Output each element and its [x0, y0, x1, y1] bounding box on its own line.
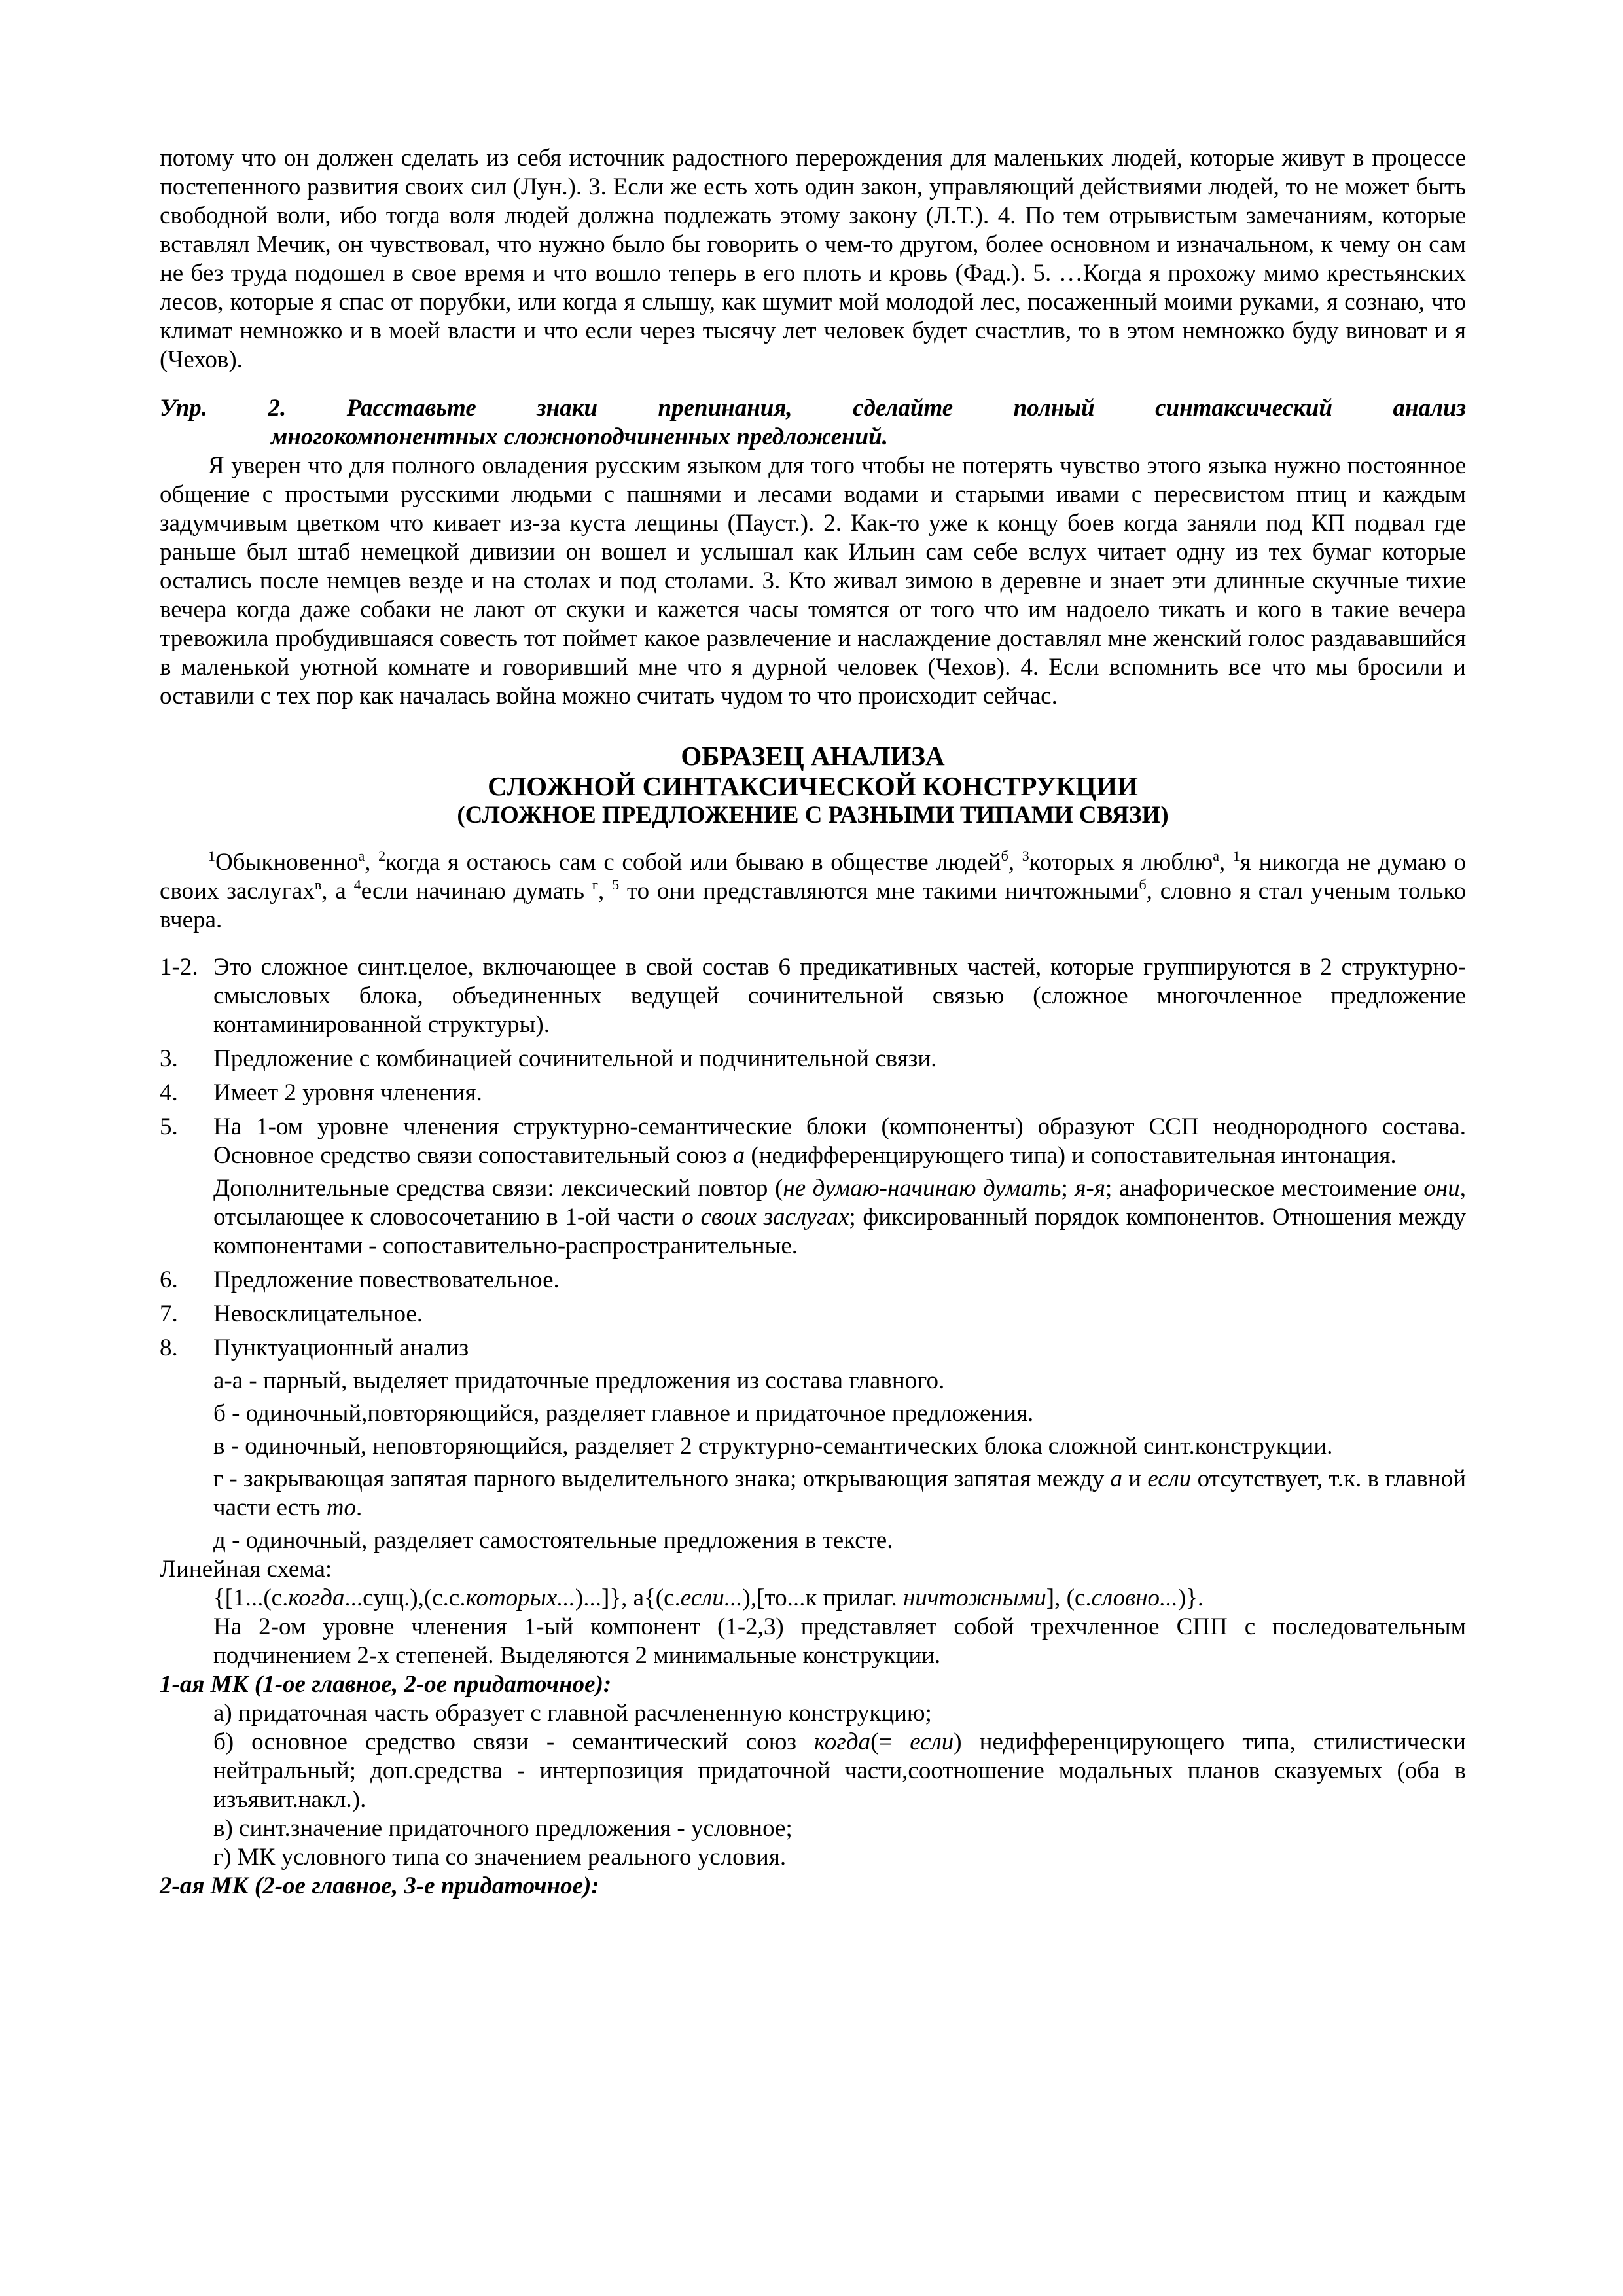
part-index: 2 [378, 848, 386, 864]
sample-subtitle: СЛОЖНОЙ СИНТАКСИЧЕСКОЙ КОНСТРУКЦИИ [488, 771, 1138, 801]
sentence-part: я никогда не думаю о своих заслугах [160, 849, 1467, 905]
list-item [160, 1266, 1466, 1295]
sample-subtitle-note: (СЛОЖНОЕ ПРЕДЛОЖЕНИЕ С РАЗНЫМИ ТИПАМИ СВЯЗИ) [457, 802, 1169, 829]
page-content [160, 144, 1466, 1901]
text-run: (недифференцирующего типа) и сопоставительная интонация. [745, 1142, 1397, 1169]
italic-term: которых... [465, 1585, 575, 1611]
sentence-part: когда я остаюсь сам с собой или бываю в обществе людей [385, 849, 1001, 876]
text-run: ) недифференцирующего типа, стилистически нейтральный; доп.средства - интерпозиция придаточной части,соотношение модальных планов сказуемых (оба в изъявит.накл.). [213, 1729, 1466, 1813]
item-number: 4. [160, 1079, 178, 1106]
text-run: б) основное средство связи - семантический союз [213, 1729, 815, 1755]
mk1-item-v: в) синт.значение придаточного предложения - условное; [213, 1815, 793, 1842]
mk1-item-a: а) придаточная часть образует с главной расчлененную конструкцию; [213, 1700, 932, 1727]
part-index: 5 [612, 876, 620, 893]
punct-mark: г [592, 876, 598, 893]
sentence-part: , словно я стал ученым только вчера. [160, 878, 1467, 933]
list-item [160, 1045, 1466, 1073]
punct-mark: а [1213, 848, 1220, 864]
sentence-part: если начинаю думать [361, 878, 592, 905]
mk1-item-b [160, 1728, 1466, 1814]
punct-note-b: б - одиночный,повторяющийся, разделяет главное и придаточное предложения. [213, 1400, 1034, 1427]
italic-term: когда [814, 1729, 871, 1755]
punct-mark: в [314, 876, 322, 893]
list-item [160, 1334, 1466, 1363]
punct-mark: б [1139, 876, 1147, 893]
italic-term: если... [680, 1585, 743, 1611]
part-index: 1 [1232, 848, 1240, 864]
italic-term: я-я [1075, 1175, 1106, 1202]
text-run: ; [1061, 1175, 1075, 1202]
item-text: Имеет 2 уровня членения. [213, 1079, 482, 1106]
part-index: 1 [208, 848, 215, 864]
separator: , а [321, 878, 354, 905]
text-run: ),[то...к прилаг. [742, 1585, 904, 1611]
italic-term: не думаю-начинаю думать [783, 1175, 1061, 1202]
text-run: ...сущ.),(с.с. [344, 1585, 466, 1611]
item-text: Это сложное синт.целое, включающее в свой состав 6 предикативных частей, которые группируются в 2 структурно-смысловых блока, объединенных ведущей сочинительной связью (сложное многочленное предложение контаминированной структуры). [213, 954, 1466, 1038]
text-run: )}. [1177, 1585, 1204, 1611]
text-run: ; фиксированный порядок компонентов. Отношения между компонентами - сопоставительно-распространительные. [213, 1204, 1467, 1259]
text-run: , отсылающее к словосочетанию в 1-ой части [213, 1175, 1466, 1230]
punct-note-a: а-а - парный, выделяет придаточные предложения из состава главного. [213, 1367, 945, 1394]
separator: , [597, 878, 613, 905]
punct-mark: б [1001, 848, 1008, 864]
mk2-heading: 2-ая МК (2-ое главное, 3-е придаточное): [160, 1873, 599, 1899]
linear-scheme [160, 1584, 1466, 1613]
item-text: Пунктуационный анализ [213, 1335, 469, 1361]
item-number: 3. [160, 1045, 178, 1072]
separator: , [1219, 849, 1233, 876]
sentence-part: то они представляются мне такими ничтожными [619, 878, 1139, 905]
italic-term: а [732, 1142, 745, 1169]
text-run: {[1...(с. [213, 1585, 289, 1611]
text-run: На 1-ом уровне членения структурно-семантические блоки (компоненты) образуют ССП неоднородного состава. Основное средство связи сопоставительный союз [213, 1113, 1466, 1169]
item-number: 5. [160, 1113, 178, 1140]
analysis-list [160, 953, 1466, 1555]
separator: , [1008, 849, 1022, 876]
italic-term: если [910, 1729, 954, 1755]
italic-term: они [1423, 1175, 1460, 1202]
text-run: (= [870, 1729, 910, 1755]
sentence-part: Обыкновенно [215, 849, 359, 876]
sample-title: ОБРАЗЕЦ АНАЛИЗА [681, 741, 945, 771]
part-index: 3 [1022, 848, 1029, 864]
level2-text: На 2-ом уровне членения 1-ый компонент (1-2,3) представляет собой трехчленное СПП с последовательным подчинением 2-х степеней. Выделяются 2 минимальные конструкции. [213, 1613, 1466, 1669]
item-number: 6. [160, 1266, 178, 1293]
text-run: г - закрывающая запятая парного выделительного знака; открывающия запятая между [213, 1465, 1111, 1492]
item-number: 8. [160, 1335, 178, 1361]
list-item [160, 1300, 1466, 1329]
item-text: Предложение с комбинацией сочинительной и подчинительной связи. [213, 1045, 937, 1072]
text-run: ; анафорическое местоимение [1105, 1175, 1424, 1202]
italic-term: словно... [1091, 1585, 1178, 1611]
mk1-heading: 1-ая МК (1-ое главное, 2-ое придаточное): [160, 1671, 612, 1698]
text-run: ], (с. [1046, 1585, 1092, 1611]
list-item [160, 1113, 1466, 1170]
text-run: и [1122, 1465, 1148, 1492]
exercise-text: Я уверен что для полного овладения русским языком для того чтобы не потерять чувство этого языка нужно постоянное общение с простыми русскими людьми с пашнями и лесами водами и старыми ивами с пересвистом птиц и каждым задумчивым цветком что кивает из-за куста лещины (Пауст.). 2. Как-то уже к концу боев когда заняли под КП подвал где раньше был штаб немецкой дивизии он вошел и услышал как Ильин сам себе вслух читает одну из тех бумаг которые остались после немцев везде и на столах и под столами. 3. Кто живал зимою в деревне и знает эти длинные скучные тихие вечера когда даже собаки не лают от скуки и кажется часы томятся от того что им надоело тикать и кого в такие вечера тревожила пробудившаяся совесть тот поймет какое развлечение и наслаждение доставлял мне женский голос раздававшийся в маленькой уютной комнате и говоривший мне что я дурной человек (Чехов). 4. Если вспомнить все что мы бросили и оставили с тех пор как началась война можно считать чудом то что происходит сейчас. [160, 452, 1466, 709]
italic-term: то [326, 1494, 356, 1521]
italic-term: ничтожными [903, 1585, 1046, 1611]
punct-note-v: в - одиночный, неповторяющийся, разделяет 2 структурно-семантических блока сложной синт.конструкции. [213, 1433, 1333, 1460]
italic-term: о своих заслугах [681, 1204, 849, 1230]
list-item [160, 953, 1466, 1039]
italic-term: а [1110, 1465, 1122, 1492]
item-number: 7. [160, 1300, 178, 1327]
text-run: . [355, 1494, 363, 1521]
italic-term: когда [288, 1585, 345, 1611]
exercise-heading: Упр. 2. Расставьте знаки препинания, сделайте полный синтаксический анализ [160, 395, 1466, 422]
item-text: Предложение повествовательное. [213, 1266, 560, 1293]
italic-term: если [1147, 1465, 1192, 1492]
text-run: Дополнительные средства связи: лексический повтор ( [213, 1175, 783, 1202]
scheme-label: Линейная схема: [160, 1556, 332, 1583]
item-text [213, 1113, 1466, 1170]
text-run: )...]}, а{(с. [575, 1585, 681, 1611]
punct-note-d: д - одиночный, разделяет самостоятельные предложения в тексте. [213, 1527, 893, 1554]
part-index: 4 [353, 876, 361, 893]
separator: , [365, 849, 379, 876]
text-run: отсутствует, т.к. в главной части есть [213, 1465, 1466, 1521]
punct-note-g [160, 1465, 1466, 1522]
sample-sentence [160, 848, 1466, 935]
item-text: Невосклицательное. [213, 1300, 423, 1327]
item-number: 1-2. [160, 954, 198, 980]
sentence-part: которых я люблю [1029, 849, 1213, 876]
list-item [160, 1079, 1466, 1107]
exercise-heading-cont: многокомпонентных сложноподчиненных предложений. [271, 423, 888, 450]
punct-mark: а [358, 848, 365, 864]
additional-means [160, 1174, 1466, 1261]
mk1-item-g: г) МК условного типа со значением реального условия. [213, 1844, 787, 1871]
intro-paragraph: потому что он должен сделать из себя источник радостного перерождения для маленьких людей, которые живут в процессе постепенного развития своих сил (Лун.). 3. Если же есть хоть один закон, управляющий действиями людей, то не может быть свободной воли, ибо тогда воля людей должна подлежать этому закону (Л.Т.). 4. По тем отрывистым замечаниям, которые вставлял Мечик, он чувствовал, что нужно было бы говорить о чем-то другом, более основном и изначальном, к чему он сам не без труда подошел в свое время и что вошло теперь в его плоть и кровь (Фад.). 5. …Когда я прохожу мимо крестьянских лесов, которые я спас от порубки, или когда я слышу, как шумит мой молодой лес, посаженный моими руками, я сознаю, что климат немножко и в моей власти и что если через тысячу лет человек будет счастлив, то в этом немножко буду виноват и я (Чехов). [160, 145, 1466, 373]
